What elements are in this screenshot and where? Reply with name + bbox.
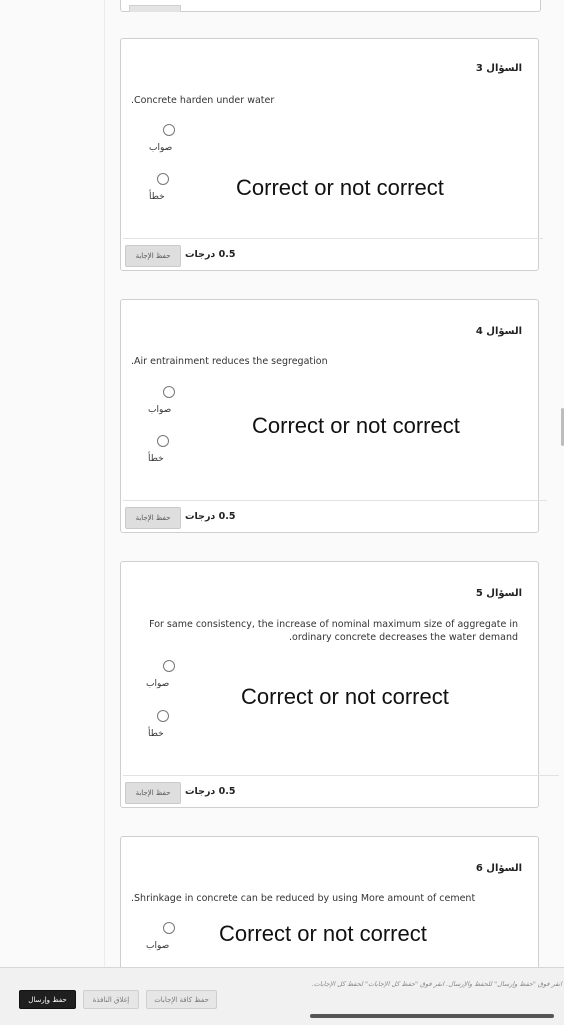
question-card-4 [120, 299, 539, 533]
save-answer-button[interactable]: حفظ الإجابة [125, 245, 181, 267]
previous-save-button-edge [129, 5, 181, 12]
option-label-false: خطأ [148, 454, 164, 464]
option-label-true: صواب [146, 941, 170, 951]
save-answer-button[interactable]: حفظ الإجابة [125, 782, 181, 804]
option-label-false: خطأ [149, 192, 165, 202]
question-card-5 [120, 561, 539, 808]
previous-question-card [120, 0, 541, 12]
overlay-caption: Correct or not correct [252, 413, 460, 438]
question-card-6 [120, 836, 539, 986]
close-window-button[interactable]: إغلاق النافذة [83, 990, 139, 1009]
question-title: السؤال 6 [475, 863, 522, 874]
submission-footer [0, 967, 564, 1025]
footer-instructions: انقر فوق "حفظ وإرسال" للحفظ والإرسال. انقر فوق "حفظ كل الإجابات" لحفظ كل الإجابات. [311, 980, 562, 988]
radio-true[interactable] [163, 922, 175, 934]
overlay-caption: Correct or not correct [219, 921, 427, 946]
option-label-true: صواب [148, 405, 172, 415]
card-footer-divider [123, 500, 547, 501]
save-all-answers-button[interactable]: حفظ كافة الإجابات [146, 990, 217, 1009]
card-divider [538, 85, 539, 115]
question-text: Shrinkage in concrete can be reduced by using More amount of cement. [131, 893, 476, 904]
radio-true[interactable] [163, 660, 175, 672]
card-divider [538, 608, 539, 638]
option-label-true: صواب [146, 679, 170, 689]
radio-false[interactable] [157, 710, 169, 722]
radio-true[interactable] [163, 124, 175, 136]
save-and-submit-button[interactable]: حفظ وإرسال [19, 990, 76, 1009]
radio-false[interactable] [157, 173, 169, 185]
grade-label: 0.5 درجات [185, 786, 236, 797]
grade-label: 0.5 درجات [185, 249, 236, 260]
question-card-3 [120, 38, 539, 271]
question-title: السؤال 3 [475, 63, 522, 74]
save-answer-button[interactable]: حفظ الإجابة [125, 507, 181, 529]
option-label-false: خطأ [148, 729, 164, 739]
card-footer-divider [123, 238, 543, 239]
card-divider [538, 346, 539, 376]
overlay-caption: Correct or not correct [241, 684, 449, 709]
question-text: Concrete harden under water. [131, 95, 275, 106]
left-margin [0, 0, 105, 1024]
radio-false[interactable] [157, 435, 169, 447]
home-indicator [310, 1014, 554, 1018]
card-divider [538, 883, 539, 913]
radio-true[interactable] [163, 386, 175, 398]
question-text: For same consistency, the increase of nominal maximum size of aggregate in ordinary concrete decreases the water demand. [149, 619, 518, 643]
card-footer-divider [123, 775, 559, 776]
option-label-true: صواب [149, 143, 173, 153]
grade-label: 0.5 درجات [185, 511, 236, 522]
question-title: السؤال 4 [475, 326, 522, 337]
question-title: السؤال 5 [475, 588, 522, 599]
overlay-caption: Correct or not correct [236, 175, 444, 200]
question-text: Air entrainment reduces the segregation. [131, 356, 328, 367]
